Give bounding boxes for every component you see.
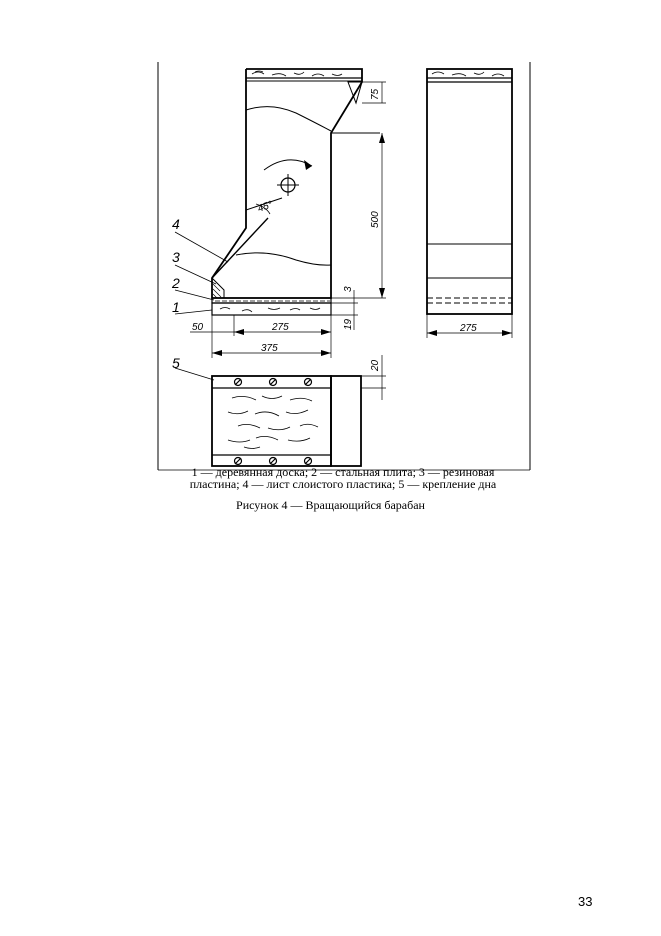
dim-left-offset: 50 bbox=[192, 322, 204, 333]
dim-top-height: 75 bbox=[370, 88, 381, 100]
front-view bbox=[175, 69, 386, 358]
figure-legend bbox=[158, 466, 528, 490]
dim-main-height: 500 bbox=[370, 211, 381, 228]
callout-1: 1 bbox=[172, 299, 180, 315]
page-number: 33 bbox=[578, 894, 593, 909]
legend-line-1: 1 — деревянная доска; 2 — стальная плита; 3 — резиновая bbox=[191, 465, 495, 479]
dim-side-width: 275 bbox=[460, 323, 477, 334]
callout-2: 2 bbox=[172, 275, 180, 291]
dim-clamp-height: 20 bbox=[370, 359, 381, 371]
legend-line-2: пластина; 4 — лист слоистого пластика; 5 — крепление дна bbox=[189, 477, 497, 491]
bottom-view bbox=[175, 355, 386, 466]
dim-base-width: 275 bbox=[272, 322, 289, 333]
dim-total-width: 375 bbox=[261, 343, 278, 354]
dim-plate-thickness: 3 bbox=[343, 286, 354, 292]
figure-caption: Рисунок 4 — Вращающийся барабан bbox=[236, 498, 425, 512]
callout-3: 3 bbox=[172, 249, 180, 265]
dim-angle: 45° bbox=[256, 199, 275, 215]
callout-4: 4 bbox=[172, 216, 180, 232]
side-view bbox=[427, 69, 512, 338]
dim-board-thickness: 19 bbox=[343, 318, 354, 330]
callout-5: 5 bbox=[172, 355, 180, 371]
